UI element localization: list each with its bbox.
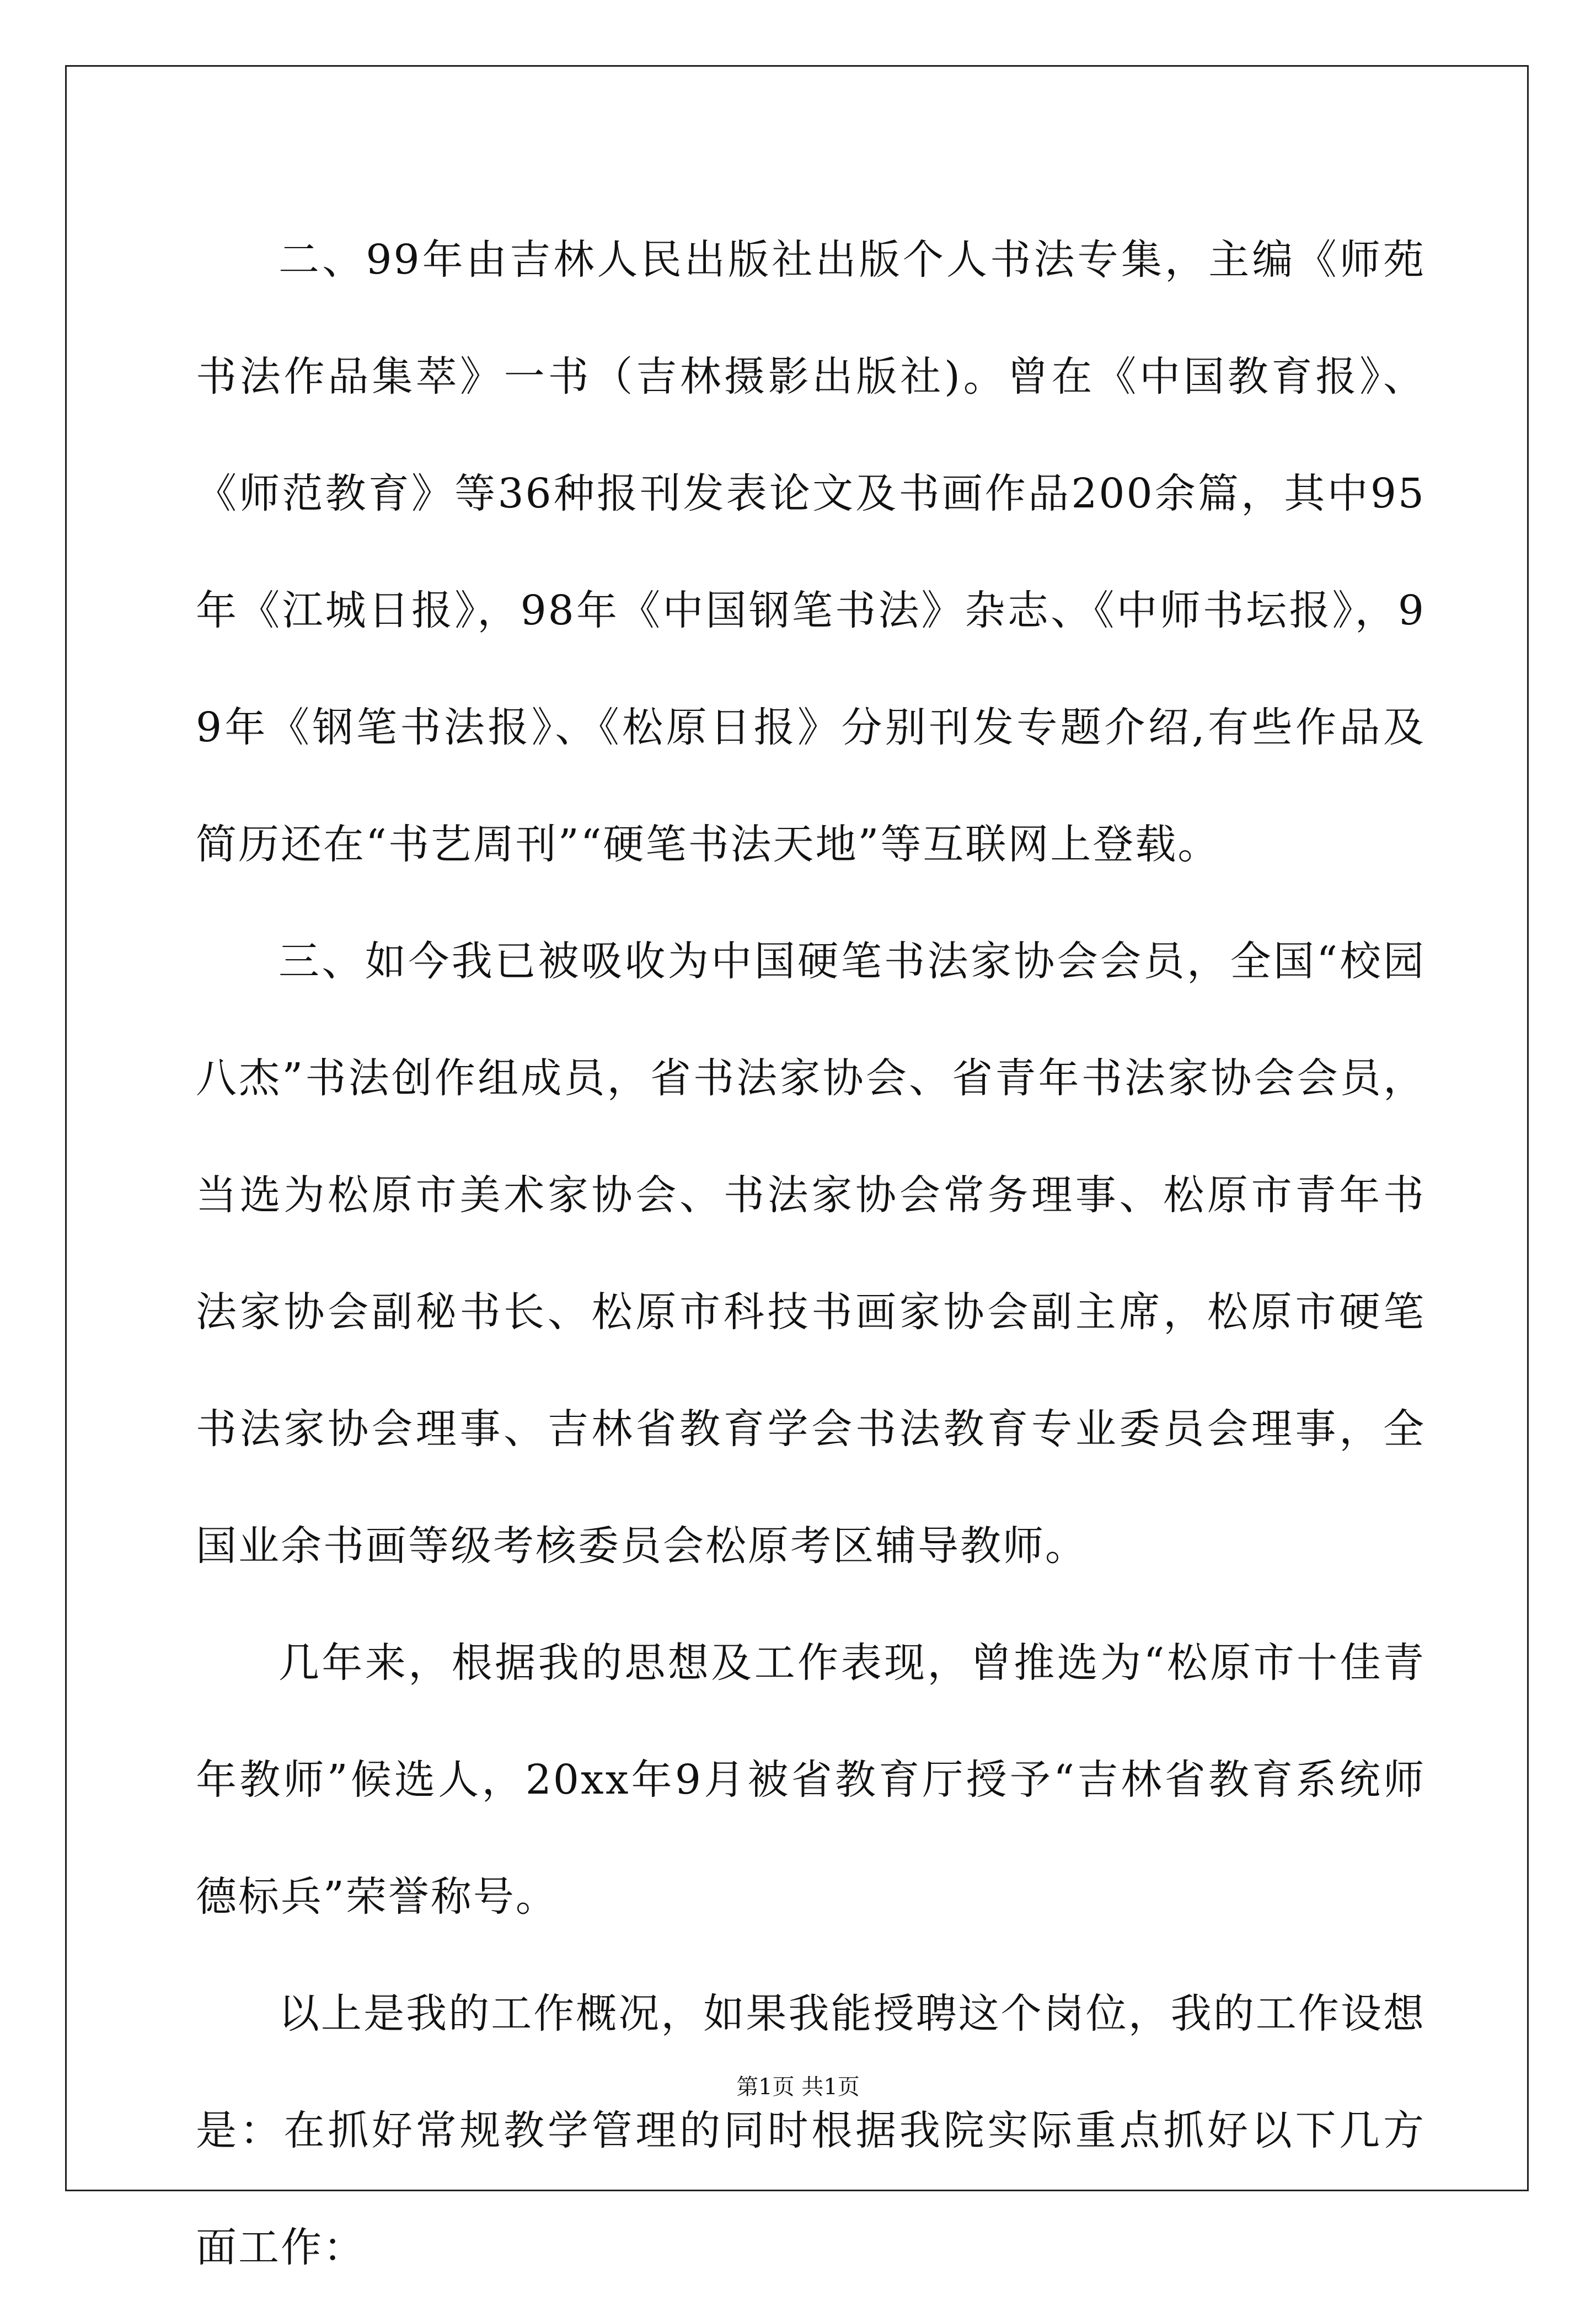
paragraph-1: 二、99年由吉林人民出版社出版个人书法专集，主编《师苑书法作品集萃》一书（吉林摄影出版社)。曾在《中国教育报》、《师范教育》等36种报刊发表论文及书画作品200余篇，其中95年《江城日报》，98年《中国钢笔书法》杂志、《中师书坛报》，99年《钢笔书法报》、《松原日报》分别刊发专题介绍,有些作品及简历还在“书艺周刊”“硬笔书法天地”等互联网上登载。 bbox=[196, 236, 1426, 868]
page-footer: 第1页 共1页 bbox=[736, 2074, 860, 2100]
paragraph-2: 三、如今我已被吸收为中国硬笔书法家协会会员，全国“校园八杰”书法创作组成员，省书法家协会、省青年书法家协会会员，当选为松原市美术家协会、书法家协会常务理事、松原市青年书法家协会副秘书长、松原市科技书画家协会副主席，松原市硬笔书法家协会理事、吉林省教育学会书法教育专业委员会理事，全国业余书画等级考核委员会松原考区辅导教师。 bbox=[196, 938, 1426, 1570]
paragraph-3: 几年来，根据我的思想及工作表现，曾推选为“松原市十佳青年教师”候选人，20xx年9月被省教育厅授予“吉林省教育系统师德标兵”荣誉称号。 bbox=[196, 1639, 1426, 1920]
paragraph-4: 以上是我的工作概况，如果我能授聘这个岗位，我的工作设想是：在抓好常规教学管理的同时根据我院实际重点抓好以下几方面工作： bbox=[196, 1990, 1426, 2271]
document-body bbox=[196, 201, 1426, 2306]
